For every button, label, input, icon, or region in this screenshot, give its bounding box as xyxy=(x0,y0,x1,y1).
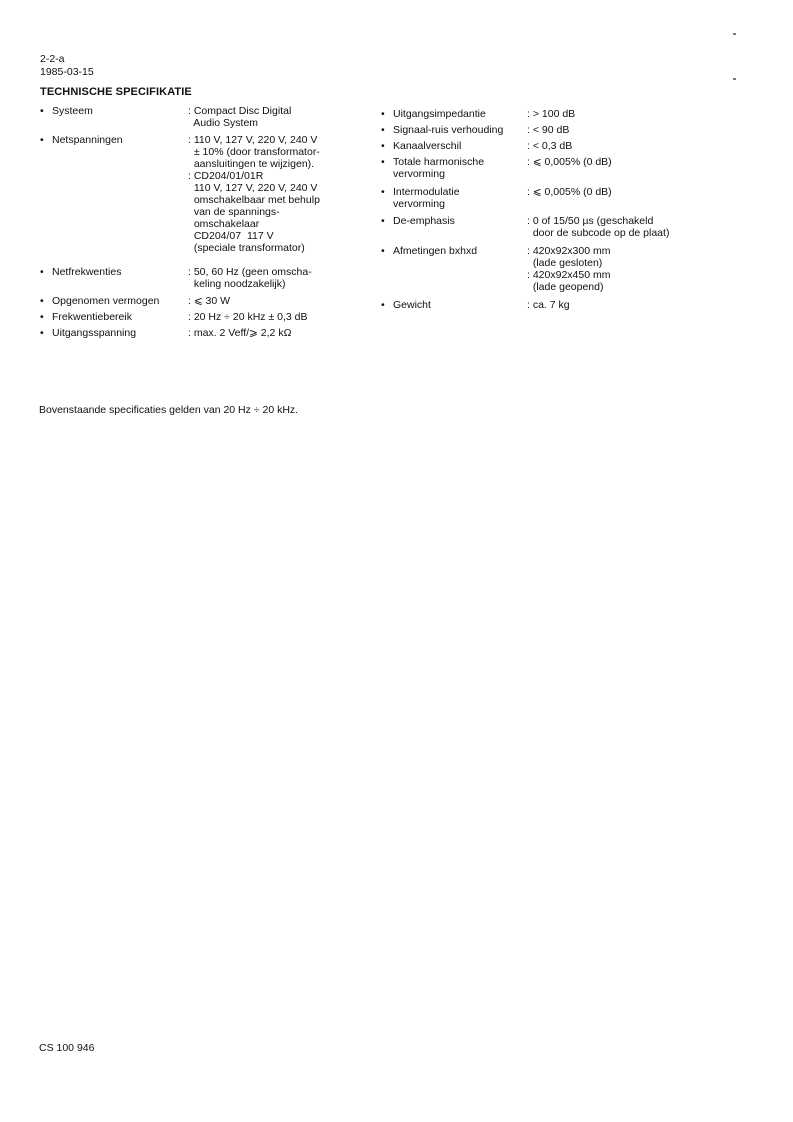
bullet-icon: • xyxy=(381,140,385,152)
document-code: 2-2-a xyxy=(40,53,65,65)
spec-label: Afmetingen bxhxd xyxy=(393,245,478,257)
bullet-icon: • xyxy=(40,295,44,307)
spec-value: : 420x92x300 mm (lade gesloten) : 420x92x450 mm (lade geopend) xyxy=(527,245,611,293)
spec-label: Intermodulatie vervorming xyxy=(393,186,460,210)
bullet-icon: • xyxy=(40,105,44,117)
spec-label: Signaal-ruis verhouding xyxy=(393,124,504,136)
footnote: Bovenstaande specificaties gelden van 20 Hz ÷ 20 kHz. xyxy=(39,404,299,416)
spec-value: : < 90 dB xyxy=(527,124,570,136)
spec-value: : 20 Hz ÷ 20 kHz ± 0,3 dB xyxy=(188,311,308,323)
spec-value: : 110 V, 127 V, 220 V, 240 V ± 10% (door transformator- aansluitingen te wijzigen). : CD204/01/01R 110 V, 127 V, 220 V, 240 V omschakelbaar met behulp van de spannings- omschakelaar CD204/07 117 V (speciale transformator) xyxy=(188,134,320,254)
bullet-icon: • xyxy=(381,215,385,227)
spec-label: Systeem xyxy=(52,105,93,117)
bullet-icon: • xyxy=(40,134,44,146)
spec-value: : 0 of 15/50 µs (geschakeld door de subcode op de plaat) xyxy=(527,215,670,239)
scan-mark xyxy=(733,78,736,80)
spec-label: Totale harmonische vervorming xyxy=(393,156,485,180)
spec-label: Frekwentiebereik xyxy=(52,311,132,323)
bullet-icon: • xyxy=(40,327,44,339)
spec-label: Netfrekwenties xyxy=(52,266,122,278)
spec-label: Uitgangsimpedantie xyxy=(393,108,486,120)
document-number: CS 100 946 xyxy=(39,1042,95,1054)
spec-value: : ⩽ 0,005% (0 dB) xyxy=(527,186,612,198)
spec-value: : < 0,3 dB xyxy=(527,140,573,152)
spec-value: : ⩽ 30 W xyxy=(188,295,231,307)
document-date: 1985-03-15 xyxy=(40,66,94,78)
bullet-icon: • xyxy=(381,245,385,257)
bullet-icon: • xyxy=(381,156,385,168)
bullet-icon: • xyxy=(381,124,385,136)
scan-mark xyxy=(733,33,736,35)
page-title: TECHNISCHE SPECIFIKATIE xyxy=(40,86,192,98)
spec-label: Gewicht xyxy=(393,299,431,311)
bullet-icon: • xyxy=(381,186,385,198)
spec-label: Opgenomen vermogen xyxy=(52,295,160,307)
bullet-icon: • xyxy=(381,108,385,120)
spec-value: : > 100 dB xyxy=(527,108,576,120)
spec-value: : ⩽ 0,005% (0 dB) xyxy=(527,156,612,168)
spec-value: : Compact Disc Digital Audio System xyxy=(188,105,292,129)
bullet-icon: • xyxy=(40,311,44,323)
spec-value: : max. 2 Veff/⩾ 2,2 kΩ xyxy=(188,327,292,339)
spec-value: : 50, 60 Hz (geen omscha- keling noodzakelijk) xyxy=(188,266,312,290)
spec-label: Kanaalverschil xyxy=(393,140,462,152)
spec-label: Uitgangsspanning xyxy=(52,327,137,339)
spec-label: Netspanningen xyxy=(52,134,123,146)
bullet-icon: • xyxy=(381,299,385,311)
bullet-icon: • xyxy=(40,266,44,278)
spec-value: : ca. 7 kg xyxy=(527,299,570,311)
spec-label: De-emphasis xyxy=(393,215,455,227)
